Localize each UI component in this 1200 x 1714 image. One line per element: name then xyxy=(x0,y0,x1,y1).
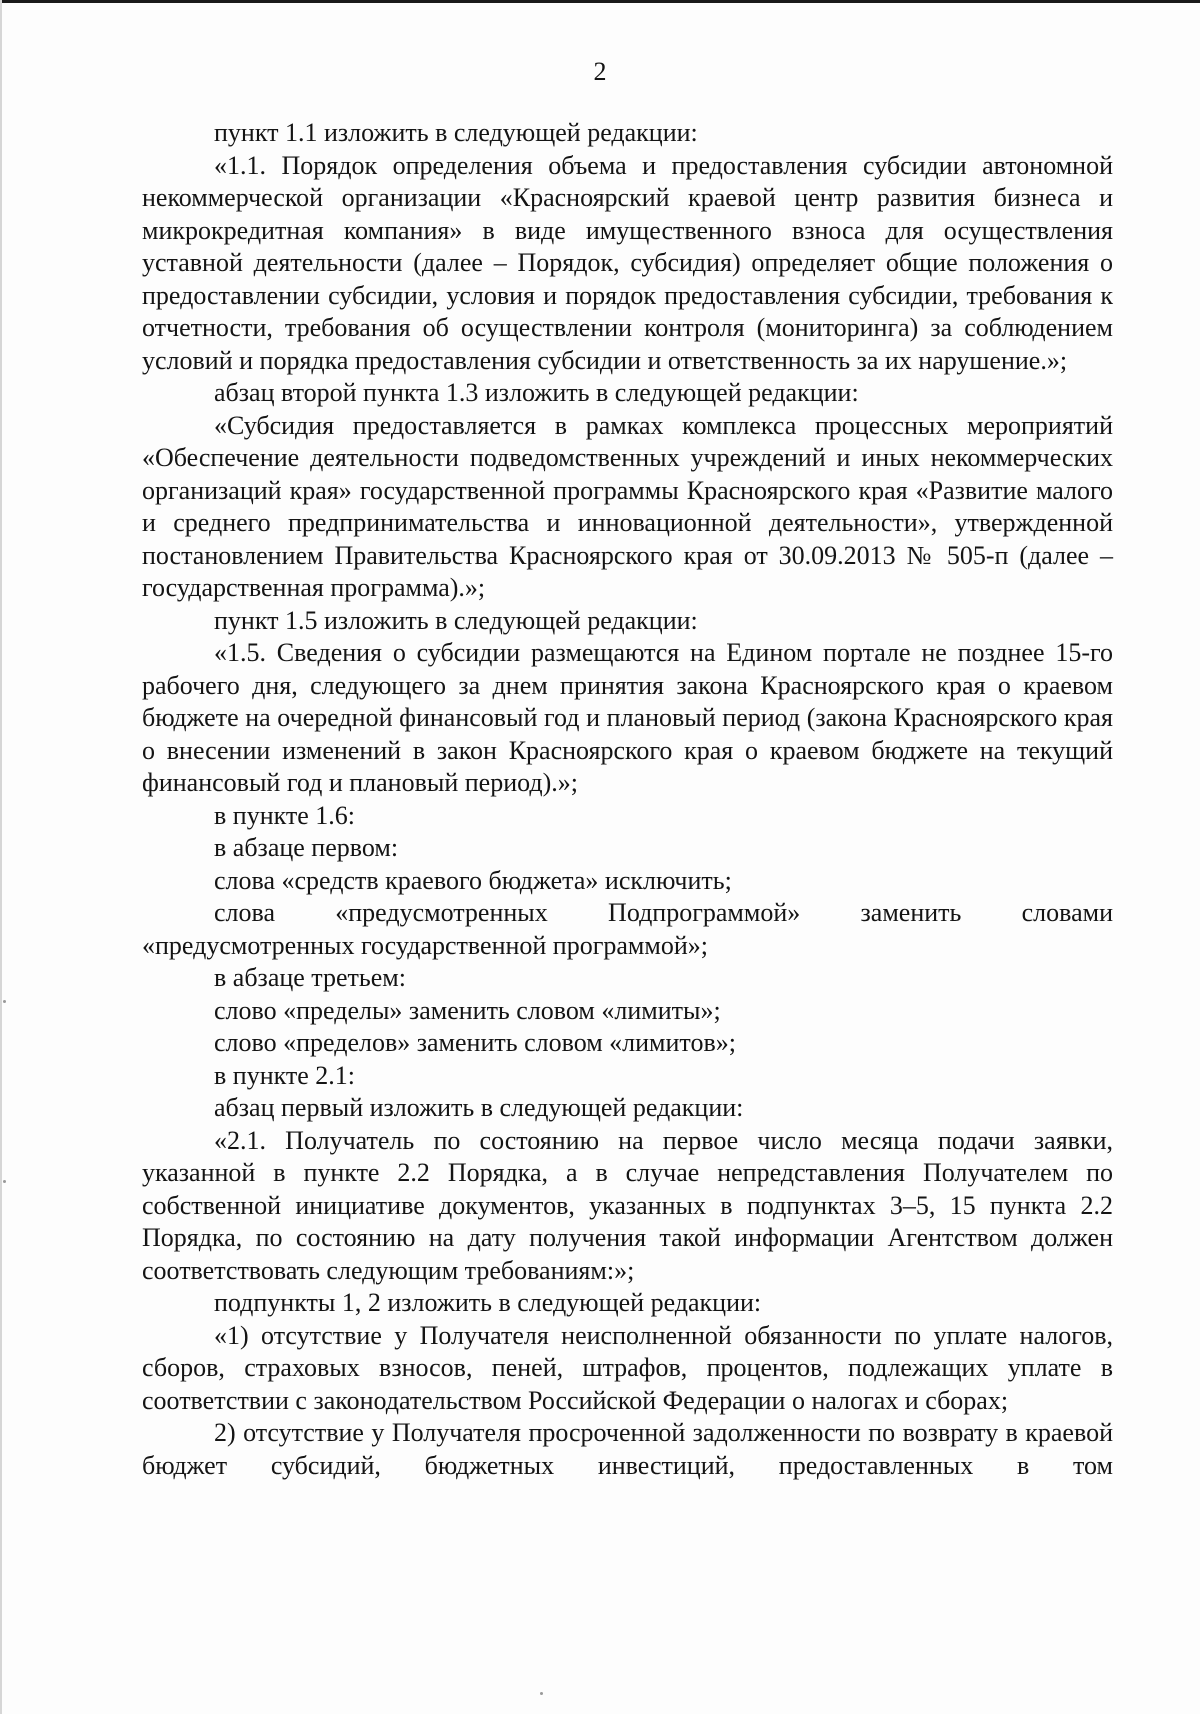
paragraph-19: 2) отсутствие у Получателя просроченной задолженности по возврату в краевой бюджет субсидий, бюджетных инвестиций, предоставленных в том xyxy=(142,1418,1113,1480)
paragraph-6: «1.5. Сведения о субсидии размещаются на Едином портале не позднее 15-го рабочего дня, следующего за днем принятия закона Красноярского края о краевом бюджете на очередной финансовый год и плановый период (закона Красноярского края о внесении изменений в закон Красноярского края о краевом бюджете на текущий финансовый год и плановый период).»; xyxy=(142,638,1113,797)
page-number: 2 xyxy=(593,57,607,86)
paragraph-2: «1.1. Порядок определения объема и предоставления субсидии автономной некоммерческой организации «Красноярский краевой центр развития бизнеса и микрокредитная компания» в виде имущественного взноса для осуществления уставной деятельности (далее – Порядок, субсидия) определяет общие положения о предоставлении субсидии, условия и порядок предоставления субсидии, требования к отчетности, требования об осуществлении контроля (мониторинга) за соблюдением условий и порядка предоставления субсидии и ответственность за их нарушение.»; xyxy=(142,150,1113,375)
paragraph-4: «Субсидия предоставляется в рамках комплекса процессных мероприятий «Обеспечение деятельности подведомственных учреждений и иных некоммерческих организаций края» государственной программы Красноярского края «Развитие малого и среднего предпринимательства и инновационной деятельности», утвержденной постановлением Правительства Красноярского края от 30.09.2013 № 505-п (далее – государственная программа).»; xyxy=(142,410,1113,602)
paragraph-10: слова «предусмотренных Подпрограммой» заменить словами «предусмотренных государственной программой»; xyxy=(142,898,1113,960)
document-body xyxy=(142,117,1113,1482)
paragraph-18: «1) отсутствие у Получателя неисполненной обязанности по уплате налогов, сборов, страховых взносов, пеней, штрафов, процентов, подлежащих уплате в соответствии с законодательством Российской Федерации о налогах и сборах; xyxy=(142,1320,1113,1415)
scan-artifact-dot xyxy=(3,1180,6,1183)
paragraph-1: пункт 1.1 изложить в следующей редакции: xyxy=(214,118,698,147)
scan-border-top xyxy=(0,0,1200,3)
paragraph-11: в абзаце третьем: xyxy=(214,963,406,992)
scan-artifact-dot xyxy=(3,1000,6,1003)
scan-artifact-dot xyxy=(540,1692,543,1695)
paragraph-15: абзац первый изложить в следующей редакции: xyxy=(214,1093,744,1122)
paragraph-7: в пункте 1.6: xyxy=(214,800,356,830)
paragraph-14: в пункте 2.1: xyxy=(214,1060,356,1090)
paragraph-12: слово «пределы» заменить словом «лимиты»; xyxy=(214,995,721,1025)
paragraph-16: «2.1. Получатель по состоянию на первое число месяца подачи заявки, указанной в пункте 2.2 Порядка, а в случае непредставления Получателем по собственной инициативе документов, указанных в подпунктах 3–5, 15 пункта 2.2 Порядка, по состоянию на дату получения такой информации Агентством должен соответствовать следующим требованиям:»; xyxy=(142,1125,1113,1285)
paragraph-8: в абзаце первом: xyxy=(214,833,399,862)
paragraph-9: слова «средств краевого бюджета» исключить; xyxy=(214,865,732,895)
paragraph-17: подпункты 1, 2 изложить в следующей редакции: xyxy=(214,1288,762,1317)
paragraph-3: абзац второй пункта 1.3 изложить в следующей редакции: xyxy=(214,378,859,407)
paragraph-5: пункт 1.5 изложить в следующей редакции: xyxy=(214,605,698,635)
scan-border-left xyxy=(0,0,2,1714)
paragraph-13: слово «пределов» заменить словом «лимитов»; xyxy=(214,1028,736,1057)
